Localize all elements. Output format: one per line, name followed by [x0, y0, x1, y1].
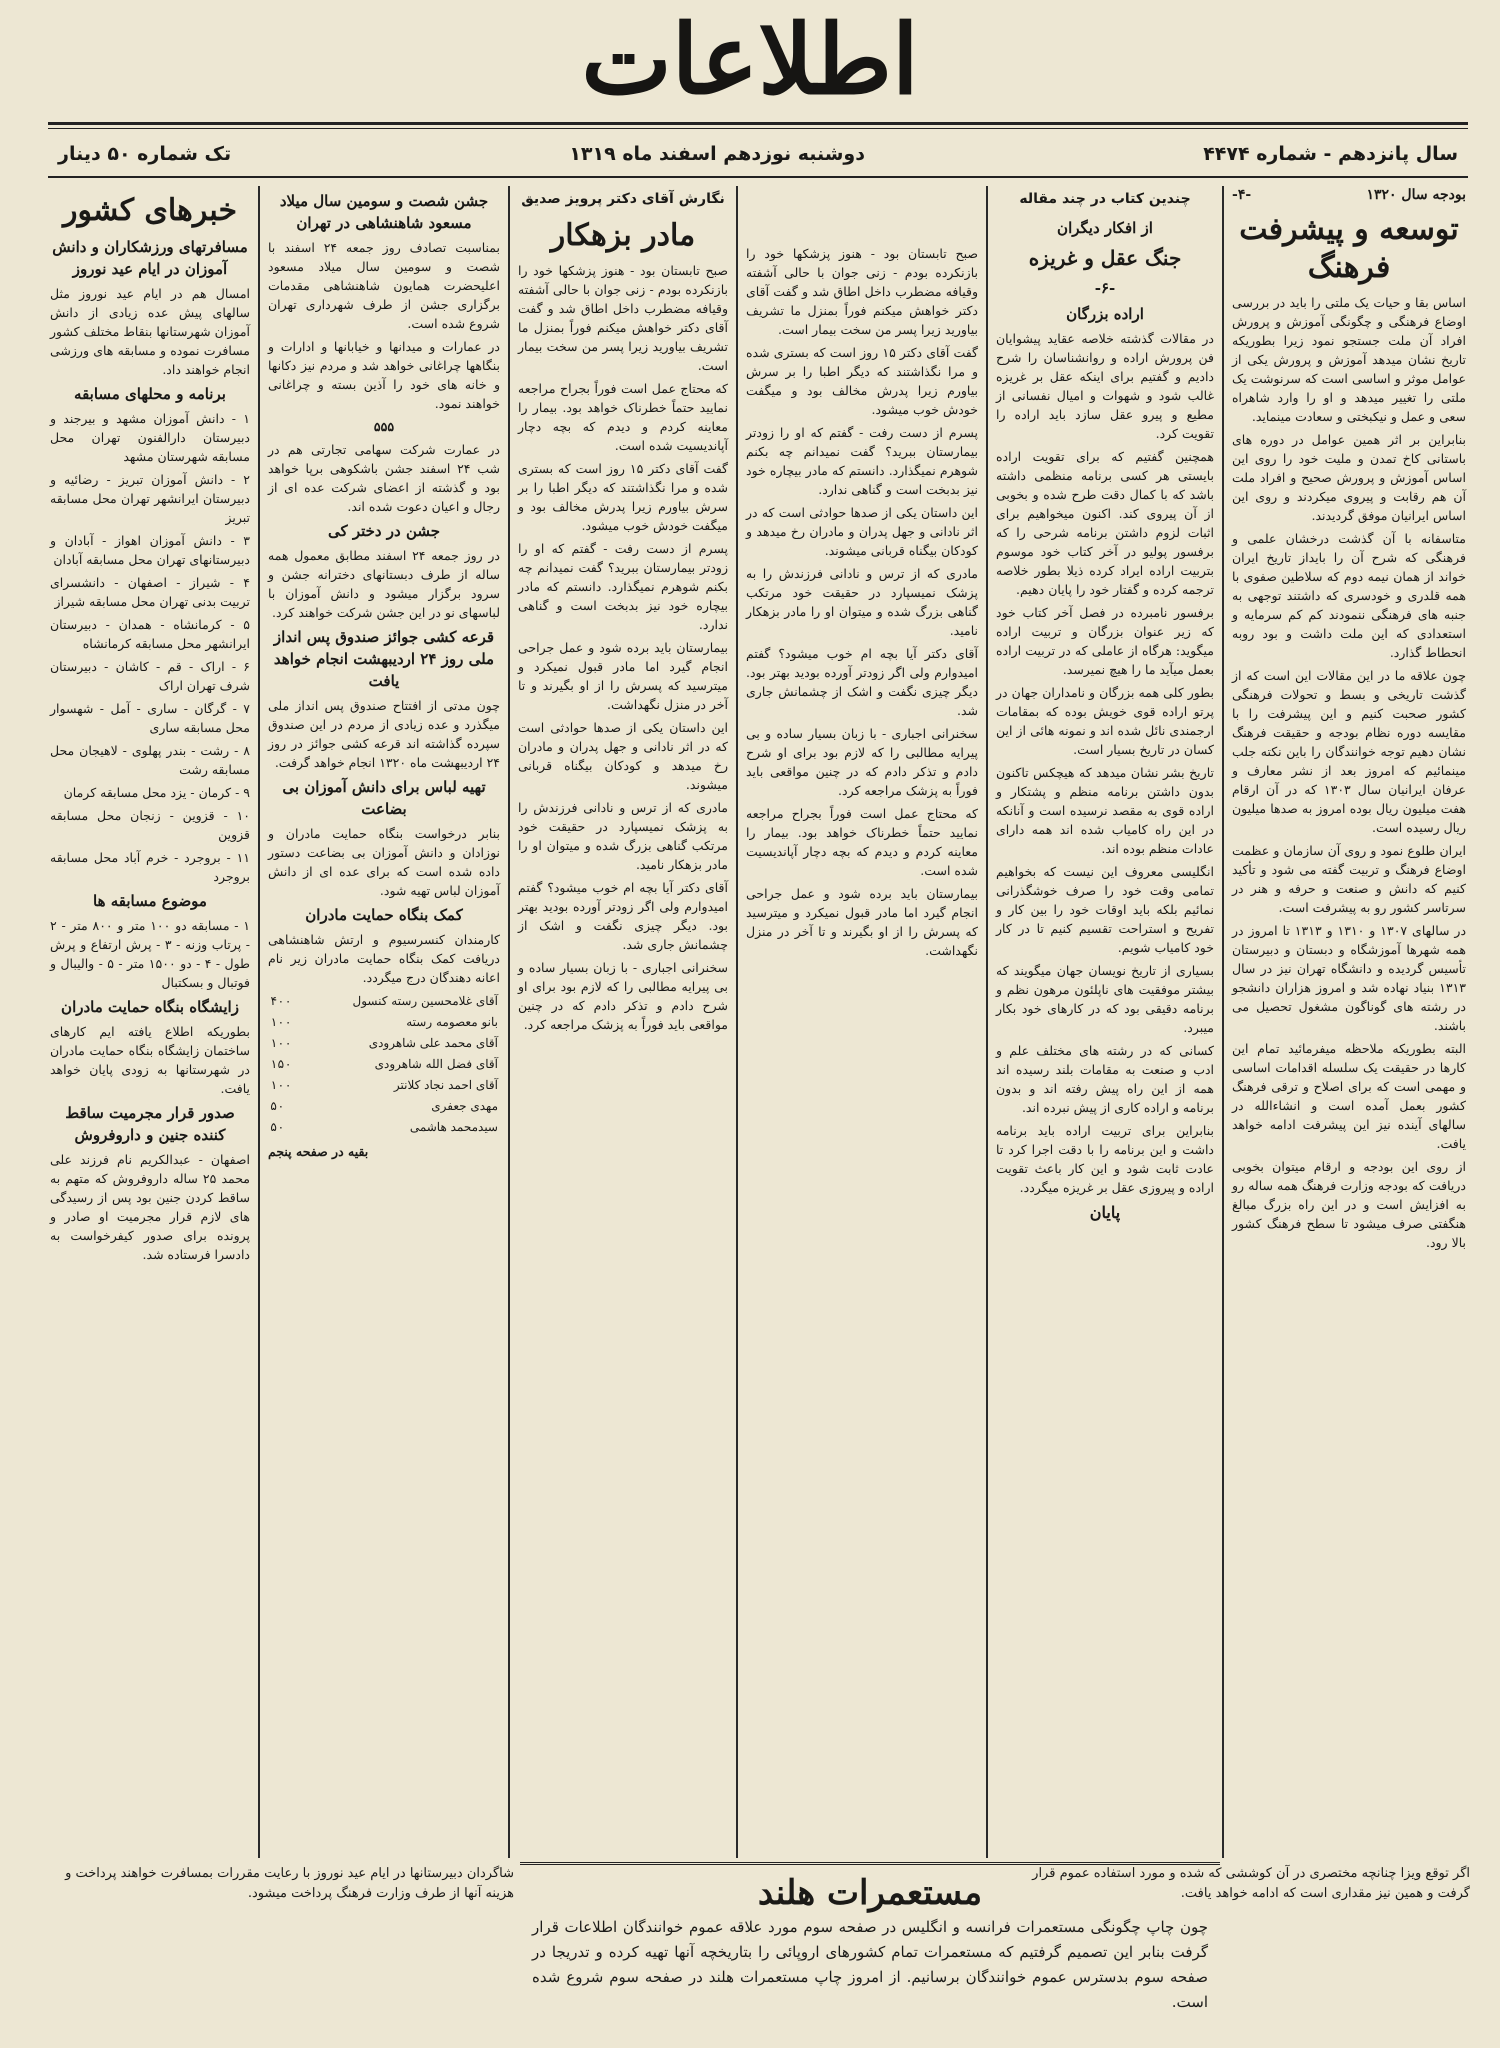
list-item: ۹ - کرمان - یزد محل مسابقه کرمان	[63, 785, 250, 800]
paragraph: این داستان یکی از صدها حوادثی است که در اثر نادانی و جهل پدران و مادران رخ میدهد و کودکان بیگناه قربانی میشوند.	[746, 505, 978, 558]
column-delinquent-mother	[512, 186, 734, 1856]
paragraph: پسرم از دست رفت - گفتم که او را زودتر بیمارستان ببرید؟ گفت نمیدانم چه بکنم شوهرم نمیگذارد. دانستم که مادر بیچاره خود نیز بدبخت است و گناهی ندارد.	[746, 425, 978, 497]
donor-row	[268, 991, 500, 1012]
paragraph: شاگردان دبیرستانها در ایام عید نوروز با رعایت مقررات بمسافرت خواهند پرداخت و هزینه آنها از طرف وزارت فرهنگ پرداخت میشود.	[65, 1866, 514, 1901]
end-mark: پایان	[1089, 1203, 1121, 1222]
section-heading: زایشگاه بنگاه حمایت مادران	[61, 998, 239, 1016]
donor-name: سیدمحمد هاشمی	[409, 1120, 498, 1134]
section-heading: جشن در دختر کی	[327, 522, 441, 540]
paragraph: آقای دکتر آیا بچه ام خوب میشود؟ گفتم امیدوارم ولی اگر زودتر آورده بودید بهتر بود. دیگر چیزی نگفت و اشک از چشمانش جاری شد.	[746, 646, 978, 718]
paragraph: مادری که از ترس و نادانی فرزندش را به پزشک نمیسپارد در حقیقت خود مرتکب گناهی بزرگ شده و میتوان او را مادر بزهکار نامید.	[518, 800, 728, 872]
masthead-rule-thin	[48, 128, 1468, 129]
paragraph: آقای دکتر آیا بچه ام خوب میشود؟ گفتم امیدوارم ولی اگر زودتر آورده بودید بهتر بود. دیگر چیزی نگفت و اشک از چشمانش جاری شد.	[518, 880, 728, 952]
article-title: جشن شصت و سومین سال میلاد مسعود شاهنشاهی در تهران	[279, 192, 489, 232]
column-header	[1232, 186, 1466, 205]
article-title: توسعه و پیشرفت فرهنگ	[1239, 212, 1459, 285]
section-heading: موضوع مسابقه ها	[93, 892, 207, 910]
paragraph: بنابراین برای تربیت اراده باید برنامه داشت و این برنامه را با دقت اجرا کرد تا عادت ثابت شود و این کار باعث تقویت اراده و پیروزی عقل بر غریزه میگردد.	[996, 1123, 1214, 1195]
section-heading: مسافرتهای ورزشکاران و دانش آموزان در ایام عید نوروز	[52, 238, 248, 278]
source-line: از افکار دیگران	[1057, 219, 1153, 237]
budget-label: بودجه سال ۱۳۲۰	[1366, 187, 1466, 203]
list-item: ۵ - کرمانشاه - همدان - دبیرستان ایرانشهر محل مسابقه کرمانشاه	[50, 617, 250, 651]
paragraph: در عمارت شرکت سهامی تجارتی هم در شب ۲۴ اسفند جشن باشکوهی برپا خواهد بود و گذشته از اعضای شرکت عده ای از رجال و اعیان دعوت شده اند.	[268, 442, 500, 514]
paragraph: بنابر درخواست بنگاه حمایت مادران و نوزادان و دانش آموزان بی بضاعت دستور داده شده است که برای عده ای از دانش آموزان لباس تهیه شود.	[268, 826, 500, 898]
divider-stars: ۵۵۵	[373, 419, 395, 434]
paragraph: اساس بقا و حیات یک ملتی را باید در بررسی اوضاع فرهنگی و چگونگی آموزش و پرورش افراد آن ملت جستجو نمود زیرا بطوریکه تاریخ نشان میدهد آموزش و پرورش یکی از عوامل موثر و اساسی است که سرنوشت یک ملتی را تغییر میدهد و او را وارد شاهراه سعی و عمل و نیکبختی و سعادت مینماید.	[1232, 295, 1466, 424]
list-item: ۱۰ - قزوین - زنجان محل مسابقه قزوین	[50, 808, 250, 842]
article-title: جنگ عقل و غریزه	[1028, 246, 1182, 270]
paragraph: چون مدتی از افتتاح صندوق پس انداز ملی میگذرد و عده زیادی از مردم در این صندوق سپرده گذاشته اند قرعه کشی جوائز در روز ۲۴ اردیبهشت ماه ۱۳۲۰ انجام خواهد گرفت.	[268, 698, 500, 770]
donor-amount: ۱۰۰	[270, 1078, 292, 1092]
paragraph: پسرم از دست رفت - گفتم که او را زودتر بیمارستان ببرید؟ گفت نمیدانم چه بکنم شوهرم نمیگذارد. دانستم که مادر بیچاره خود نیز بدبخت است و گناهی ندارد.	[518, 541, 728, 632]
paragraph: صبح تابستان بود - هنوز پزشکها خود را بازنکرده بودم - زنی جوان با حالی آشفته وقیافه مضطرب داخل اطاق شد و گفت آقای دکتر خواهش میکنم فوراً بمنزل ما تشریف بیاورید زیرا پسر من سخت بیمار است.	[746, 246, 978, 337]
paragraph: امسال هم در ایام عید نوروز مثل سالهای پیش عده زیادی از دانش آموزان شهرستانها بنقاط مختلف کشور مسافرت نموده و مسابقه های ورزشی انجام خواهند داد.	[50, 286, 250, 377]
paragraph: همچنین گفتیم که برای تقویت اراده بایستی هر کسی برنامه منظمی داشته باشد که با کمال دقت طرح شده و بخوبی از آن پیروی کند. اکنون میخواهیم برای اثبات لزوم داشتن برنامه شرحی را که برفسور پولیو در آخر کتاب خود موسوم بتربیت اراده ایراد کرده ذیلا بطور خلاصه ترجمه کرده و گفتار خود را پایان دهیم.	[996, 449, 1214, 597]
list-item: ۱ - دانش آموزان مشهد و بیرجند و دبیرستان دارالفنون تهران محل مسابقه شهرستان مشهد	[50, 411, 250, 464]
paragraph: بطوریکه اطلاع یافته ایم کارهای ساختمان زایشگاه بنگاه حمایت مادران در شهرستانها به زودی پایان خواهد یافت.	[50, 1024, 250, 1096]
paragraph: بطور کلی همه بزرگان و نامداران جهان در پرتو اراده قوی خویش بوده که بمقامات ارجمندی نائل شده اند و نمونه هائی از این کسان در تاریخ بسیار است.	[996, 685, 1214, 757]
continued-note: بقیه در صفحه پنجم	[268, 1144, 369, 1159]
column-rule	[1222, 186, 1224, 1858]
column-education	[1226, 186, 1472, 1856]
paragraph: که محتاج عمل است فوراً بجراح مراجعه نمایید حتماً خطرناک خواهد بود. بیمار را معاینه کردم و دیدم که بچه دچار آپاندیسیت شده است.	[518, 381, 728, 453]
paragraph: انگلیسی معروف این نیست که بخواهیم تمامی وقت خود را صرف خوشگذرانی نمائیم بلکه باید اوقات خود را بین کار و تفریح و استراحت تقسیم کنیم تا در کار خود کامیاب شویم.	[996, 864, 1214, 955]
dateline	[48, 134, 1468, 174]
paragraph: بمناسبت تصادف روز جمعه ۲۴ اسفند با شصت و سومین سال میلاد مسعود اعلیحضرت همایون شاهنشاهی مقدمات برگزاری جشن از طرف شهرداری تهران شروع شده است.	[268, 240, 500, 331]
paragraph: کارمندان کنسرسیوم و ارتش شاهنشاهی دریافت کمک بنگاه حمایت مادران زیر نام اعانه دهندگان درج میگردد.	[268, 932, 500, 985]
list-item: ۷ - گرگان - ساری - آمل - شهسوار محل مسابقه ساری	[50, 701, 250, 735]
section-heading: کمک بنگاه حمایت مادران	[305, 906, 463, 924]
column-rule	[986, 186, 988, 1858]
article-title: مادر بزهکار	[550, 218, 696, 253]
paragraph: در روز جمعه ۲۴ اسفند مطابق معمول همه ساله از طرف دبستانهای دخترانه جشن و سرود برگزار میشود و دانش آموزان با لباسهای نو در این جشن شرکت خواهند کرد.	[268, 548, 501, 620]
donor-name: بانو معصومه رسته	[406, 1015, 498, 1029]
section-heading: صدور قرار مجرمیت ساقط کننده جنین و داروفروش	[65, 1104, 235, 1144]
byline: نگارش آقای دکتر پرویز صدیق	[521, 191, 725, 207]
kicker: چندین کتاب در چند مقاله	[1019, 191, 1191, 207]
paragraph: برفسور نامبرده در فصل آخر کتاب خود که زیر عنوان بزرگان و تربیت اراده میگوید: هرگاه از عاملی که در تربیت اراده بعمل میآید ما را هیچ نمیرسد.	[996, 605, 1214, 677]
paragraph: اصفهان - عبدالکریم نام فرزند علی محمد ۲۵ ساله داروفروش که متهم به ساقط کردن جنین بود پس از رسیدگی های لازم قرار مجرمیت او صادر و پرونده برای صدور کیفرخواست به دادسرا فرستاده شد.	[50, 1152, 251, 1262]
issue-price: تک شماره ۵۰ دینار	[58, 143, 232, 165]
section-heading: قرعه کشی جوائز صندوق پس انداز ملی روز ۲۴ اردیبهشت انجام خواهد یافت	[273, 628, 495, 690]
paragraph: بیمارستان باید برده شود و عمل جراحی انجام گیرد اما مادر قبول نمیکرد و میترسید که پسرش را از او بگیرند و تا آخر در منزل نگهداشت.	[518, 640, 728, 712]
paragraph: گفت آقای دکتر ۱۵ روز است که بستری شده و مرا نگذاشتند که دیگر اطبا را بر سرش بیاورم زیرا پدرش مخالف بود و میگفت خودش خوب میشود.	[518, 461, 728, 533]
masthead-rule	[48, 122, 1468, 125]
donor-name: آقای احمد نجاد کلانتر	[393, 1078, 498, 1092]
column-rule	[508, 186, 510, 1858]
donor-row	[268, 1117, 500, 1138]
column-rule	[736, 186, 738, 1858]
column-national-news	[44, 186, 256, 1856]
list-item: ۴ - شیراز - اصفهان - دانشسرای تربیت بدنی تهران محل مسابقه شیراز	[50, 575, 250, 609]
paragraph: اگر توقع ویزا چنانچه مختصری در آن کوششی که شده و مورد استفاده عموم قرار گرفت و همین نیز مقداری است که ادامه خواهد یافت.	[1032, 1866, 1470, 1901]
subtitle: اراده بزرگان	[1066, 305, 1144, 323]
issue-number: سال پانزدهم - شماره ۴۴۷۴	[1203, 143, 1458, 165]
column-reason-instinct	[990, 186, 1220, 1856]
list-item: ۸ - رشت - بندر پهلوی - لاهیجان محل مسابقه رشت	[50, 743, 250, 777]
donor-name: آقای محمد علی شاهرودی	[368, 1036, 498, 1050]
donor-amount: ۱۵۰	[270, 1057, 292, 1071]
column-article-continued	[740, 186, 984, 1856]
paragraph: چون علاقه ما در این مقالات این است که از گذشت تاریخی و بسط و تحولات فرهنگی کشور صحبت کنیم و این پیشرفت را با مقایسه دوره نظام بودجه و حقیقت فرهنگ نشان دهیم توجه خوانندگان را باین نکته جلب مینمائیم که امروز بعد از نشر معارف و عرفان ایرانیان سال ۱۳۰۳ که در آن ارقام هفت میلیون ریال بوده امروز به صدها میلیون ریال رسیده است.	[1232, 668, 1466, 835]
paragraph: تاریخ بشر نشان میدهد که هیچکس تاکنون بدون داشتن برنامه منظم و پشتکار و اراده قوی به مقصد نرسیده است و آنانکه در این راه کامیاب شده اند همه دارای عادات منظم بوده اند.	[996, 765, 1214, 856]
issue-date: دوشنبه نوزدهم اسفند ماه ۱۳۱۹	[569, 143, 865, 165]
box-body: چون چاپ چگونگی مستعمرات فرانسه و انگلیس در صفحه سوم مورد علاقه عموم خوانندگان اطلاعات قرار گرفت بنابر این تصمیم گرفتیم که مستعمرات تمام کشورهای اروپائی را بتاریخچه آنها تهیه کرده و تدریجا در صفحه سوم بدسترس عموم خوانندگان برسانیم. از امروز چاپ مستعمرات هلند در صفحه سوم شروع شده است.	[532, 1918, 1208, 2011]
dateline-rule	[48, 176, 1468, 178]
paragraph: بنابراین بر اثر همین عوامل در دوره های باستانی کاخ تمدن و ملیت خود را روی این اساس آموزش و پرورش صحیح و افراد ملت آن هم رقابت و پیروی میکردند و روی این اساس ایرانیان موفق گردیدند.	[1232, 432, 1466, 523]
donor-row	[268, 1096, 500, 1117]
list-item: ۳ - دانش آموزان اهواز - آبادان و دبیرستانهای تهران محل مسابقه آبادان	[50, 533, 250, 567]
part-number: -۶-	[1094, 279, 1116, 297]
paragraph: در مقالات گذشته خلاصه عقاید پیشوایان فن پرورش اراده و روانشناسان را شرح دادیم و گفتیم برای اینکه عقل بر غریزه غالب شود و شهوات و امیال نفسانی از مطیع و پیرو عقل سازد باید اراده را تقویت کرد.	[996, 331, 1214, 441]
donor-amount: ۵۰	[270, 1120, 285, 1134]
donor-name: مهدی جعفری	[431, 1099, 498, 1113]
donor-table	[268, 991, 500, 1138]
masthead-logo: اطلاعات	[581, 3, 919, 116]
paragraph: بیمارستان باید برده شود و عمل جراحی انجام گیرد اما مادر قبول نمیکرد و میترسید که پسرش را از او بگیرند و تا آخر در منزل نگهداشت.	[746, 886, 978, 958]
section-heading: تهیه لباس برای دانش آموزان بی بضاعت	[282, 778, 486, 818]
donor-name: آقای فضل الله شاهرودی	[374, 1057, 498, 1071]
paragraph: بسیاری از تاریخ نویسان جهان میگویند که بیشتر موفقیت های ناپلئون مرهون نظم و برنامه دقیقی بود که در کارهای خود بکار میبرد.	[996, 963, 1214, 1035]
paragraph: متاسفانه با آن گذشت درخشان علمی و فرهنگی که شرح آن را بایداز تاریخ ایران خواند از همان نیمه دوم که سلاطین صفوی با همه قلدری و خودسری که داشتند توجهی به جنبه های فرهنگی ننمودند کم کم سرمایه و استعدادی که این ملت داشت و بود روبه انحطاط گذارد.	[1232, 531, 1466, 660]
paragraph: سخنرانی اجباری - با زبان بسیار ساده و بی پیرایه مطالبی را که لازم بود برای او شرح دادم و تذکر دادم که در چنین مواقعی باید فوراً به پزشک مراجعه کرد.	[746, 726, 978, 798]
donor-amount: ۵۰	[270, 1099, 285, 1113]
donor-amount: ۱۰۰	[270, 1015, 292, 1029]
paragraph: در سالهای ۱۳۰۷ و ۱۳۱۰ و ۱۳۱۳ تا امروز در همه شهرها آموزشگاه و دبستان و دبیرستان تأسیس گردیده و دانشگاه تهران نیز در سال ۱۳۱۳ بنیاد نهاده شد و امروز هزاران دانشجو در رشته های گوناگون مشغول تحصیل می باشند.	[1232, 923, 1467, 1033]
paragraph: از روی این بودجه و ارقام میتوان بخوبی دریافت که بودجه وزارت فرهنگ همه ساله رو به افزایش است و در این راه بزرگ مبالغ هنگفتی صرف میشود تا سطح فرهنگ کشور بالا رود.	[1232, 1159, 1466, 1250]
page-number: -۴-	[1232, 187, 1252, 203]
paragraph: این داستان یکی از صدها حوادثی است که در اثر نادانی و جهل پدران و مادران رخ میدهد و کودکان بیگناه قربانی میشوند.	[518, 720, 728, 792]
list-item: ۱۱ - بروجرد - خرم آباد محل مسابقه بروجرد	[50, 850, 250, 884]
donor-row	[268, 1075, 500, 1096]
paragraph: ۱ - مسابقه دو ۱۰۰ متر و ۸۰۰ متر - ۲ - پرتاب وزنه - ۳ - پرش ارتفاع و پرش طول - ۴ - دو ۱۵۰۰ متر - ۵ - والیبال و فوتبال و بسکتبال	[50, 918, 250, 990]
list-item: ۲ - دانش آموزان تبریز - رضائیه و دبیرستان ایرانشهر تهران محل مسابقه تبریز	[50, 472, 250, 525]
paragraph: کسانی که در رشته های مختلف علم و ادب و صنعت به مقامات بلند رسیده اند همه از این راه پیش رفته اند و بدون برنامه و اراده کاری از پیش نبرده اند.	[996, 1043, 1214, 1115]
section-title: خبرهای کشور	[62, 193, 238, 228]
paragraph: صبح تابستان بود - هنوز پزشکها خود را بازنکرده بودم - زنی جوان با حالی آشفته وقیافه مضطرب داخل اطاق شد و گفت آقای دکتر خواهش میکنم فوراً بمنزل ما تشریف بیاورید زیرا پسر من سخت بیمار است.	[518, 263, 728, 373]
donor-name: آقای غلامحسین رسته کنسول	[352, 994, 498, 1008]
paragraph: البته بطوریکه ملاحظه میفرمائید تمام این کارها در حقیقت یک سلسله اقدامات اساسی و مهمی است که برای اصلاح و ترقی فرهنگ کشور بعمل آمده است و انشاءالله در سالهای آینده نیز این پیشرفت ادامه خواهد یافت.	[1232, 1041, 1466, 1151]
paragraph: ایران طلوع نمود و روی آن سازمان و عظمت اوضاع فرهنگ و تربیت گفته می شود و تأکید کنیم که دانش و صنعت و حرفه و هنر در سرتاسر کشور رو به پیشرفت است.	[1232, 843, 1466, 915]
section-heading: برنامه و محلهای مسابقه	[74, 385, 226, 403]
column-rule	[258, 186, 260, 1858]
masthead	[0, 0, 1500, 120]
column-celebration	[262, 186, 506, 1856]
paragraph: در عمارات و میدانها و خیابانها و ادارات و بنگاهها چراغانی خواهد شد و مردم نیز دکانها و خانه های خود را آذین بسته و چراغانی خواهند نمود.	[268, 339, 500, 411]
donor-row	[268, 1012, 500, 1033]
bottom-left-text	[44, 1864, 514, 2034]
donor-amount: ۴۰۰	[270, 994, 292, 1008]
paragraph: سخنرانی اجباری - با زبان بسیار ساده و بی پیرایه مطالبی را که لازم بود برای او شرح دادم و تذکر دادم که در چنین مواقعی باید فوراً به پزشک مراجعه کرد.	[518, 960, 728, 1032]
donor-amount: ۱۰۰	[270, 1036, 292, 1050]
paragraph: که محتاج عمل است فوراً بجراح مراجعه نمایید حتماً خطرناک خواهد بود. بیمار را معاینه کردم و دیدم که بچه دچار آپاندیسیت شده است.	[746, 806, 978, 878]
list-item: ۶ - اراک - قم - کاشان - دبیرستان شرف تهران اراک	[50, 659, 250, 693]
dutch-colonies-box	[520, 1862, 1220, 2042]
donor-row	[268, 1054, 500, 1075]
paragraph: مادری که از ترس و نادانی فرزندش را به پزشک نمیسپارد در حقیقت خود مرتکب گناهی بزرگ شده و میتوان او را مادر بزهکار نامید.	[746, 566, 978, 638]
paragraph: گفت آقای دکتر ۱۵ روز است که بستری شده و مرا نگذاشتند که دیگر اطبا را بر سرش بیاورم زیرا پدرش مخالف بود و میگفت خودش خوب میشود.	[746, 345, 978, 417]
box-title: مستعمرات هلند	[757, 1873, 983, 1913]
donor-row	[268, 1033, 500, 1054]
